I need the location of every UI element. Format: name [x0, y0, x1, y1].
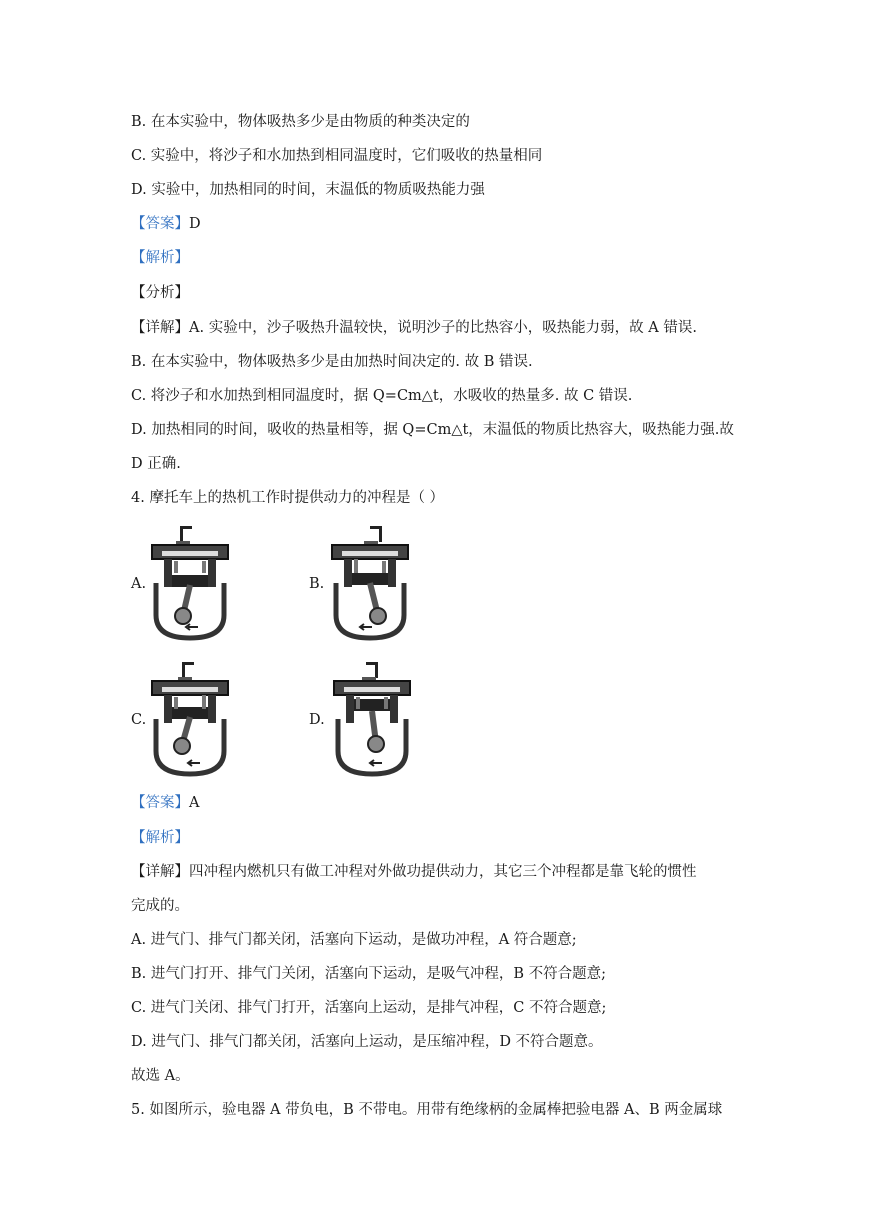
question-4: 4. 摩托车上的热机工作时提供动力的冲程是（ ） [131, 490, 445, 506]
detail-tag: 【详解】 [131, 320, 189, 336]
detail-1-q4 [131, 862, 697, 882]
detail-c-q4: C. 进气门关闭、排气门打开，活塞向上运动，是排气冲程，C 不符合题意; [131, 1000, 607, 1016]
detail-2-q4: 完成的。 [131, 898, 189, 914]
detail-d-q4: D. 进气门、排气门都关闭，活塞向上运动，是压缩冲程，D 不符合题意。 [131, 1034, 603, 1050]
detail-1-text: 四冲程内燃机只有做工冲程对外做功提供动力，其它三个冲程都是靠飞轮的惯性 [189, 864, 697, 880]
option-c-q3: C. 实验中，将沙子和水加热到相同温度时，它们吸收的热量相同 [131, 148, 543, 164]
option-c-label: C. [131, 712, 147, 728]
detail-d2-q3: D 正确. [131, 456, 181, 472]
option-d-q3: D. 实验中，加热相同的时间，末温低的物质吸热能力强 [131, 182, 485, 198]
detail-d1-q3: D. 加热相同的时间，吸收的热量相等，据 Q=Cm△t，末温低的物质比热容大，吸热能力强.故 [131, 422, 734, 438]
option-b-q3: B. 在本实验中，物体吸热多少是由物质的种类决定的 [131, 114, 470, 130]
engine-diagram-b [330, 523, 410, 643]
detail-a-q3 [131, 318, 697, 338]
detail-b-q4: B. 进气门打开、排气门关闭，活塞向下运动，是吸气冲程，B 不符合题意; [131, 966, 607, 982]
answer-q4 [131, 793, 199, 813]
option-a-label: A. [131, 576, 147, 592]
engine-diagram-c [150, 659, 230, 779]
answer-value: D [189, 216, 201, 232]
option-b-label: B. [309, 576, 325, 592]
answer-tag: 【答案】 [131, 216, 189, 232]
question-5: 5. 如图所示，验电器 A 带负电，B 不带电。用带有绝缘柄的金属棒把验电器 A、B 两金属球 [131, 1102, 723, 1118]
detail-tag: 【详解】 [131, 864, 189, 880]
answer-q3 [131, 214, 201, 234]
analysis-tag-q3: 【解析】 [131, 250, 189, 266]
conclusion-q4: 故选 A。 [131, 1068, 190, 1084]
detail-a-text: A. 实验中，沙子吸热升温较快，说明沙子的比热容小，吸热能力弱，故 A 错误. [189, 320, 697, 336]
answer-value: A [189, 795, 200, 811]
engine-diagram-d [332, 659, 412, 779]
analysis-tag-q4: 【解析】 [131, 830, 189, 846]
fenxi-tag-q3: 【分析】 [131, 285, 189, 301]
engine-diagram-a [150, 523, 230, 643]
answer-tag: 【答案】 [131, 795, 189, 811]
detail-c-q3: C. 将沙子和水加热到相同温度时，据 Q=Cm△t，水吸收的热量多. 故 C 错误. [131, 388, 633, 404]
detail-b-q3: B. 在本实验中，物体吸热多少是由加热时间决定的. 故 B 错误. [131, 354, 533, 370]
option-d-label: D. [309, 712, 325, 728]
detail-a-q4: A. 进气门、排气门都关闭，活塞向下运动，是做功冲程，A 符合题意; [131, 932, 577, 948]
